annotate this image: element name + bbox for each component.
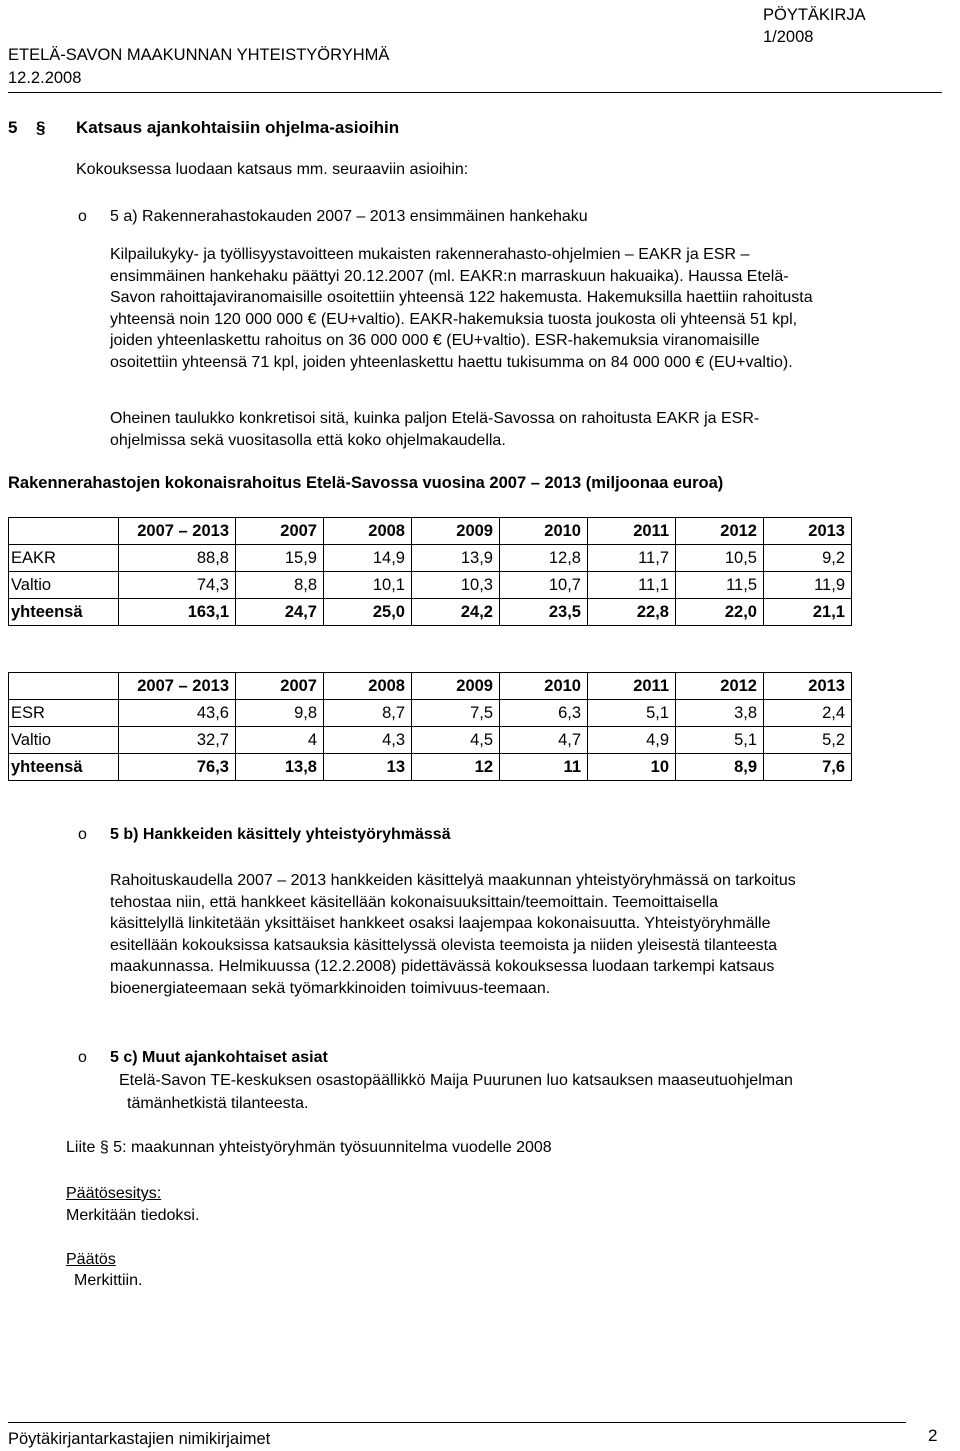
table-cell: 5,1 [676,727,764,754]
item-a-title: 5 a) Rakennerahastokauden 2007 – 2013 ensimmäinen hankehaku [110,208,588,225]
section-intro: Kokouksessa luodaan katsaus mm. seuraaviin asioihin: [76,161,469,178]
item-a-paragraph-2 [110,408,759,451]
text-line: Kilpailukyky- ja työllisyystavoitteen mukaisten rakennerahasto-ohjelmien – EAKR ja ESR – [110,246,750,263]
table-row [9,727,852,754]
table-cell: 4,3 [324,727,412,754]
table-cell: 8,8 [236,572,324,599]
table-header-cell: 2008 [324,673,412,700]
item-b-title: 5 b) Hankkeiden käsittely yhteistyöryhmässä [110,826,451,843]
table-total-row [9,754,852,781]
table-cell: 11,5 [676,572,764,599]
table-cell [9,518,119,545]
table-header-cell: 2007 [236,518,324,545]
table-cell: 3,8 [676,700,764,727]
table-header-cell: 2010 [500,518,588,545]
table-cell: 74,3 [119,572,236,599]
organization-name: ETELÄ-SAVON MAAKUNNAN YHTEISTYÖRYHMÄ [8,46,390,64]
table-cell: yhteensä [9,754,119,781]
table-cell: 12,8 [500,545,588,572]
table-cell: 5,2 [764,727,852,754]
table-header-cell: 2012 [676,518,764,545]
appendix-sign: § [99,1139,109,1156]
text-line: bioenergiateemaan sekä työmarkkinoiden toimivuus-teemaan. [110,979,551,997]
table-cell: 11 [500,754,588,781]
text-line: joiden yhteenlaskettu rahoitus on 36 000 000 € (EU+valtio). ESR-hakemuksia viranomaisille [110,332,760,349]
table-cell: 13,8 [236,754,324,781]
table-cell: 4 [236,727,324,754]
bullet-b: o [78,826,87,843]
item-c-paragraph-line-2 [127,1093,308,1115]
table-header-cell: 2007 – 2013 [119,673,236,700]
proposal-text: Merkitään tiedoksi. [66,1207,200,1224]
table-cell: ESR [9,700,119,727]
table-header-cell: 2011 [588,518,676,545]
eakr-funding-table [8,517,852,626]
page-number: 2 [928,1426,938,1445]
section-sign: § [36,118,46,137]
table-title: Rakennerahastojen kokonaisrahoitus Etelä-Savossa vuosina 2007 – 2013 (miljoonaa euroa) [8,474,724,492]
proposal-label-text: Päätösesitys: [66,1185,162,1202]
header-rule [8,92,942,93]
table-cell: 8,9 [676,754,764,781]
text-line: tehostaa niin, että hankkeet käsitellään kokonaisuuksittain/teemoittain. Teemoittaisella [110,893,719,911]
table-cell: 13 [324,754,412,781]
item-c-title: 5 c) Muut ajankohtaiset asiat [110,1049,328,1066]
table-cell: 10 [588,754,676,781]
table-cell: 2,4 [764,700,852,727]
table-header-cell: 2013 [764,673,852,700]
table-header-cell: 2011 [588,673,676,700]
table-cell: 10,7 [500,572,588,599]
table-header-row [9,518,852,545]
bullet-c: o [78,1049,87,1066]
appendix-prefix: Liite [66,1139,96,1156]
table-header-cell: 2010 [500,673,588,700]
table-cell: 15,9 [236,545,324,572]
section-number: 5 [8,118,18,137]
item-a-paragraph [110,244,813,373]
document-number: 1/2008 [763,28,814,46]
table-cell: 22,0 [676,599,764,626]
table-cell: 8,7 [324,700,412,727]
text-line: Savon rahoittajaviranomaisille osoitettiin yhteensä 122 hakemusta. Hakemuksilla haettiin rahoitusta [110,289,813,306]
proposal-label [66,1185,161,1203]
table-row [9,545,852,572]
table-header-cell: 2013 [764,518,852,545]
table-cell: 163,1 [119,599,236,626]
table-cell: 4,5 [412,727,500,754]
text-line: tämänhetkistä tilanteesta. [127,1095,309,1112]
table-cell: 21,1 [764,599,852,626]
table-cell: 24,2 [412,599,500,626]
table-header-cell: 2007 – 2013 [119,518,236,545]
text-line: yhteensä noin 120 000 000 € (EU+valtio). EAKR-hakemuksia tuosta joukosta oli yhteensä 51 kpl, [110,310,798,328]
appendix-text: 5: maakunnan yhteistyöryhmän työsuunnitelma vuodelle 2008 [113,1139,552,1156]
item-c-paragraph-line-1 [119,1070,793,1092]
table-cell: 23,5 [500,599,588,626]
text-line: ohjelmissa sekä vuositasolla että koko ohjelmakaudella. [110,431,506,449]
table-row [9,572,852,599]
text-line: ensimmäinen hankehaku päättyi 20.12.2007 (ml. EAKR:n marraskuun hakuaika). Haussa Etelä- [110,267,789,285]
document-type: PÖYTÄKIRJA [763,6,866,24]
table-cell: 5,1 [588,700,676,727]
table-cell: 43,6 [119,700,236,727]
header-date: 12.2.2008 [8,69,82,87]
table-cell: 25,0 [324,599,412,626]
table-cell: Valtio [9,572,119,599]
table-cell: 10,3 [412,572,500,599]
table-cell: EAKR [9,545,119,572]
table-cell: 11,9 [764,572,852,599]
text-line: Rahoituskaudella 2007 – 2013 hankkeiden käsittelyä maakunnan yhteistyöryhmässä on tarkoitus [110,872,796,889]
table-header-cell: 2007 [236,673,324,700]
decision-text: Merkittiin. [74,1272,143,1289]
table-cell: 9,2 [764,545,852,572]
table-cell: Valtio [9,727,119,754]
table-cell: 24,7 [236,599,324,626]
table-cell: 7,6 [764,754,852,781]
table-cell: yhteensä [9,599,119,626]
table-header-cell: 2012 [676,673,764,700]
text-line: käsittelyllä linkitetään yksittäiset hankkeet osaksi laajempaa kokonaisuutta. Yhteistyöryhmälle [110,915,771,932]
esr-funding-table [8,672,852,781]
text-line: Oheinen taulukko konkretisoi sitä, kuinka paljon Etelä-Savossa on rahoitusta EAKR ja ESR- [110,410,760,427]
table-cell: 6,3 [500,700,588,727]
table-total-row [9,599,852,626]
text-line: osoitettiin yhteensä 71 kpl, joiden yhteenlaskettu haettu tukisumma on 84 000 000 € (EU+valtio). [110,353,793,371]
table-cell: 10,5 [676,545,764,572]
table-header-cell: 2009 [412,518,500,545]
table-cell: 9,8 [236,700,324,727]
table-cell: 88,8 [119,545,236,572]
appendix-note [66,1139,552,1157]
section-title: Katsaus ajankohtaisiin ohjelma-asioihin [76,118,400,137]
table-cell: 22,8 [588,599,676,626]
text-line: esitellään kokouksissa katsauksia käsittelyssä olevista teemoista ja niiden yleisestä tilanteesta [110,936,778,954]
table-cell: 4,9 [588,727,676,754]
item-b-paragraph [110,870,796,999]
footer-signers: Pöytäkirjantarkastajien nimikirjaimet [8,1430,271,1448]
bullet-a: o [78,208,87,225]
table-cell: 76,3 [119,754,236,781]
table-cell: 11,1 [588,572,676,599]
table-cell: 32,7 [119,727,236,754]
table-cell: 10,1 [324,572,412,599]
decision-label-text: Päätös [66,1251,116,1268]
table-cell: 13,9 [412,545,500,572]
table-cell: 14,9 [324,545,412,572]
table-cell: 11,7 [588,545,676,572]
decision-label [66,1251,116,1269]
table-row [9,700,852,727]
table-cell [9,673,119,700]
text-line: Etelä-Savon TE-keskuksen osastopäällikkö Maija Puurunen luo katsauksen maaseutuohjelman [119,1072,793,1089]
table-cell: 4,7 [500,727,588,754]
table-cell: 7,5 [412,700,500,727]
table-cell: 12 [412,754,500,781]
table-header-row [9,673,852,700]
table-header-cell: 2008 [324,518,412,545]
footer-rule [8,1422,906,1423]
table-header-cell: 2009 [412,673,500,700]
text-line: maakunnassa. Helmikuussa (12.2.2008) pidettävässä kokouksessa luodaan tarkempi katsaus [110,958,775,975]
